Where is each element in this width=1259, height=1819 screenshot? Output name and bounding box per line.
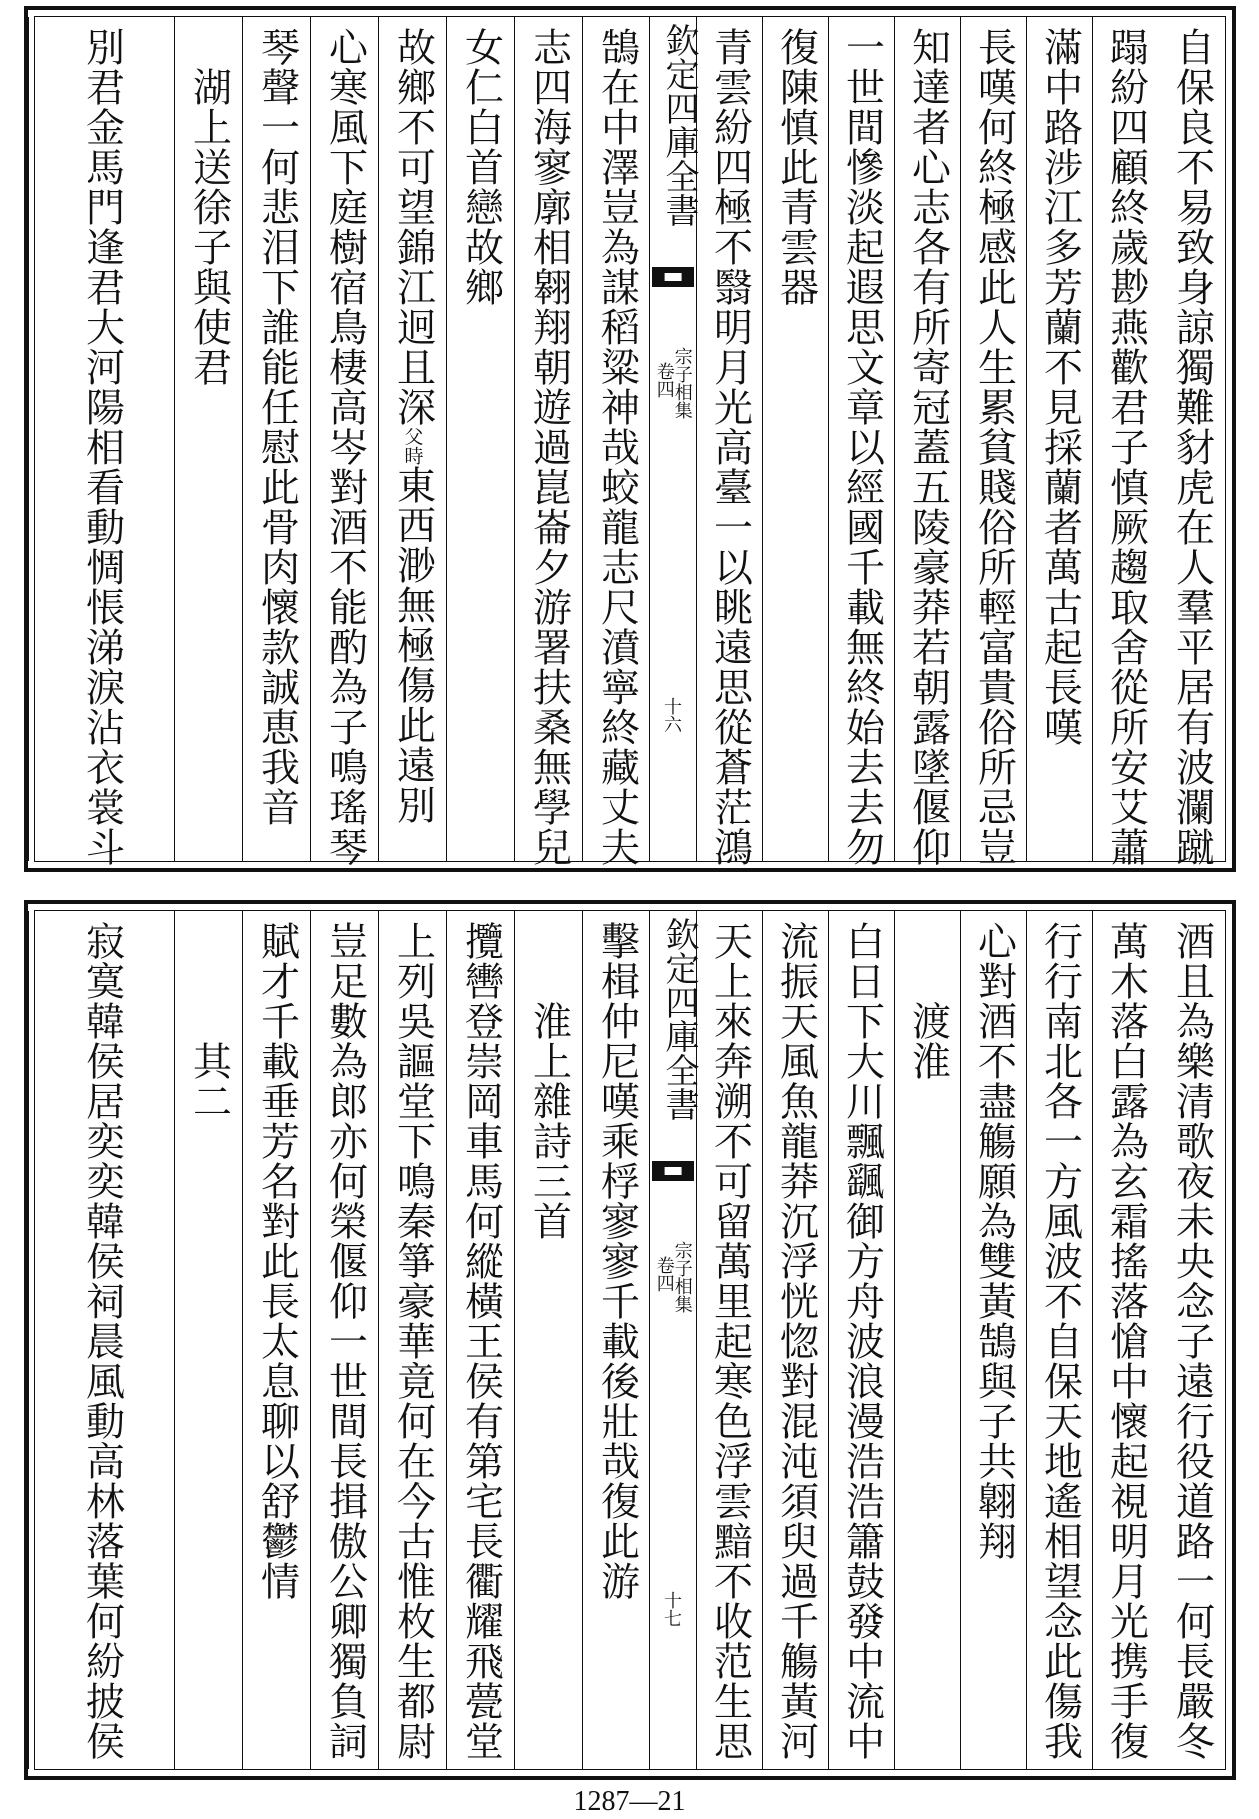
bottom-col-5 xyxy=(894,911,961,1769)
bottom-col-4 xyxy=(960,911,1027,1769)
text-column: 心對酒不盡觴願為雙黃鵠與子共翺翔 xyxy=(971,921,1017,1561)
top-col-5 xyxy=(894,17,961,867)
text-column: 萬木落白露為玄霜搖落愴中懷起視明月光携手復 xyxy=(1103,921,1149,1761)
top-col-9 xyxy=(582,17,651,867)
text-column: 上列吳謳堂下鳴秦箏豪華竟何在今古惟枚生都尉 xyxy=(390,921,436,1761)
text-column: 滿中路涉江多芳蘭不見採蘭者萬古起長嘆 xyxy=(1037,27,1083,747)
text-column: 白日下大川飄颻御方舟波浪漫浩浩簫鼓發中流中 xyxy=(839,921,885,1761)
bottom-col-10 xyxy=(514,911,583,1769)
text-column: 知達者心志各有所寄冠蓋五陵豪莽若朝露墜偃仰 xyxy=(905,27,951,867)
bottom-col-6 xyxy=(828,911,895,1769)
top-col-2 xyxy=(1092,17,1159,867)
text-column: 復陳慎此青雲器 xyxy=(773,27,819,307)
text-column: 一世間慘淡起遐思文章以經國千載無終始去去勿 xyxy=(839,27,885,867)
gutter-volume: 卷四 xyxy=(653,1256,675,1292)
top-col-14 xyxy=(242,17,311,861)
top-col-6 xyxy=(828,17,895,867)
column-main: 故鄉不可望錦江迥且深 xyxy=(390,27,436,427)
bottom-col-16 xyxy=(28,911,175,1769)
text-column: 豈足數為郎亦何榮偃仰一世間長揖傲公卿獨負詞 xyxy=(322,921,368,1761)
top-page-frame xyxy=(34,16,1226,867)
bottom-page-frame xyxy=(34,910,1226,1770)
top-col-12 xyxy=(378,17,447,861)
text-column: 寂寞韓侯居奕奕韓侯祠晨風動高林落葉何紛披侯 xyxy=(79,921,125,1761)
text-column: 天上來奔溯不可留萬里起寒色浮雲黯不收范生思 xyxy=(707,921,753,1761)
gutter-page: 十六 xyxy=(661,697,682,733)
fish-tail-mark xyxy=(652,1161,694,1181)
bottom-col-1 xyxy=(1159,911,1225,1769)
text-column: 自保良不易致身諒獨難豺虎在人羣平居有波瀾蹴 xyxy=(1169,27,1215,867)
bottom-col-2 xyxy=(1092,911,1159,1769)
top-col-16 xyxy=(28,17,175,867)
fish-tail-mark xyxy=(652,267,694,287)
text-column: 酒且為樂清歌夜未央念子遠行役道路一何長嚴冬 xyxy=(1169,921,1215,1761)
top-col-1 xyxy=(1159,17,1225,867)
bottom-col-13 xyxy=(310,911,379,1769)
text-column: 青雲紛四極不翳明月光高臺一以眺遠思從蒼茫鴻 xyxy=(707,27,753,867)
bottom-col-7 xyxy=(762,911,829,1769)
gutter-page: 十七 xyxy=(661,1591,682,1627)
top-col-11 xyxy=(446,17,515,861)
poem-title: 湖上送徐子與使君 xyxy=(186,67,232,387)
top-col-8 xyxy=(696,17,763,867)
text-column: 別君金馬門逢君大河陽相看動惆悵涕淚沾衣裳斗 xyxy=(79,27,125,867)
gutter-title: 欽定四庫全書 xyxy=(659,917,699,1121)
text-column: 行行南北各一方風波不自保天地遙相望念此傷我 xyxy=(1037,921,1083,1761)
bottom-gutter xyxy=(649,911,697,1769)
poem-title: 其二 xyxy=(186,1041,232,1121)
top-page xyxy=(24,6,1236,872)
text-column: 女仁白首戀故鄉 xyxy=(458,27,504,307)
text-column: 攬轡登崇岡車馬何縱橫王侯有第宅長衢耀飛甍堂 xyxy=(458,921,504,1761)
note-時: 時 xyxy=(401,446,424,465)
bottom-col-14 xyxy=(242,911,311,1769)
top-col-4 xyxy=(960,17,1027,867)
gutter-book: 宗子相集 xyxy=(671,347,693,419)
top-col-10 xyxy=(514,17,583,867)
top-col-13 xyxy=(310,17,379,867)
text-column: 長嘆何終極感此人生累貧賤俗所輕富貴俗所忌豈 xyxy=(971,27,1017,867)
bottom-col-9 xyxy=(582,911,651,1769)
top-gutter xyxy=(649,17,697,861)
poem-title: 渡淮 xyxy=(905,1001,951,1081)
bottom-page xyxy=(24,900,1236,1780)
text-column-with-note xyxy=(390,17,436,861)
bottom-col-8 xyxy=(696,911,763,1769)
text-column: 擊楫仲尼嘆乘桴寥寥千載後壯哉復此游 xyxy=(594,921,640,1601)
top-col-15 xyxy=(174,17,243,861)
top-col-7 xyxy=(762,17,829,861)
gutter-book: 宗子相集 xyxy=(671,1241,693,1313)
text-column: 流振天風魚龍莽沉浮恍惚對混沌須臾過千觴黃河 xyxy=(773,921,819,1761)
text-column: 琴聲一何悲泪下誰能任慰此骨肉懷款誠恵我音 xyxy=(254,27,300,827)
text-column: 心寒風下庭樹宿鳥棲高岑對酒不能酌為子鳴瑤琴 xyxy=(322,27,368,867)
gutter-volume: 卷四 xyxy=(653,362,675,398)
text-column: 志四海寥廓相翱翔朝遊過崑崙夕游署扶桑無學兒 xyxy=(526,27,572,867)
bottom-col-11 xyxy=(446,911,515,1769)
bottom-col-12 xyxy=(378,911,447,1769)
text-column: 蹋紛四顧終歲尠燕歡君子慎厥趨取舍從所安艾蕭 xyxy=(1103,27,1149,867)
poem-title: 淮上雜詩三首 xyxy=(526,1001,572,1241)
column-tail: 東西渺無極傷此遠別 xyxy=(390,465,436,825)
text-column: 賦才千載垂芳名對此長太息聊以舒鬱情 xyxy=(254,921,300,1601)
bottom-col-15 xyxy=(174,911,243,1769)
bottom-col-3 xyxy=(1026,911,1093,1769)
gutter-title: 欽定四庫全書 xyxy=(659,23,699,227)
top-col-3 xyxy=(1026,17,1093,861)
page-footer-number: 1287—21 xyxy=(573,1786,686,1817)
note-父: 父 xyxy=(401,427,424,446)
text-column: 鵠在中澤豈為謀稻粱神哉蛟龍志尺濆寧終藏丈夫 xyxy=(594,27,640,867)
